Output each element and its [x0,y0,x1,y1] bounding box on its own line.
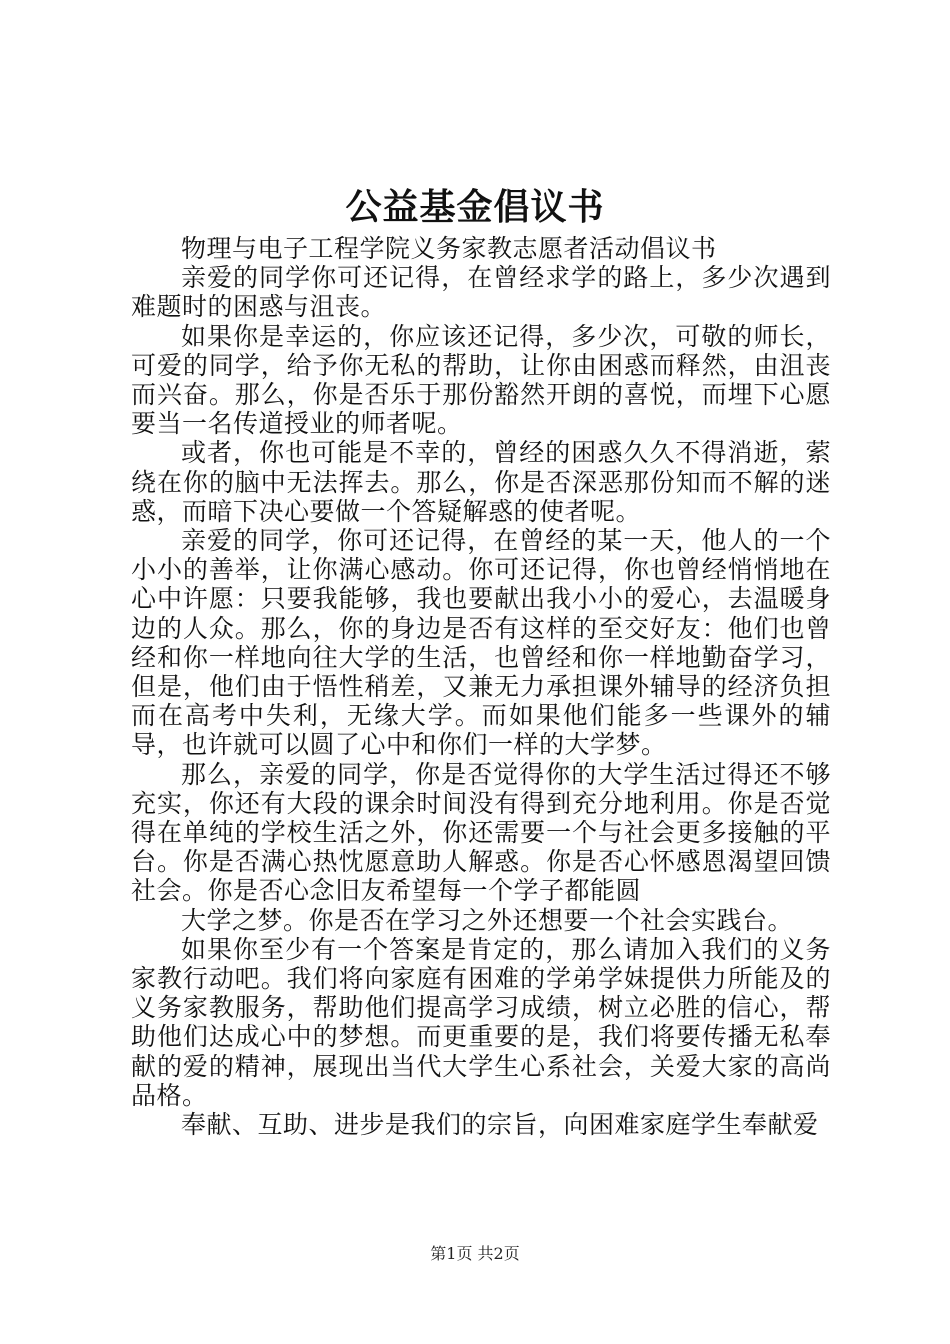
subtitle-paragraph: 物理与电子工程学院义务家教志愿者活动倡议书 [181,234,717,263]
body-paragraph: 如果你是幸运的，你应该还记得，多少次，可敬的师长，可爱的同学，给予你无私的帮助，让你由困惑而释然，由沮丧而兴奋。那么，你是否乐于那份豁然开朗的喜悦，而埋下心愿要当一名传道授业的师者呢。 [131,321,831,439]
body-paragraph: 如果你至少有一个答案是肯定的，那么请加入我们的义务家教行动吧。我们将向家庭有困难的学弟学妹提供力所能及的义务家教服务，帮助他们提高学习成绩，树立必胜的信心，帮助他们达成心中的梦想。而更重要的是，我们将要传播无私奉献的爱的精神，展现出当代大学生心系社会，关爱大家的高尚品格。 [131,934,831,1110]
body-paragraph: 大学之梦。你是否在学习之外还想要一个社会实践台。 [181,905,794,935]
body-paragraph: 奉献、互助、进步是我们的宗旨，向困难家庭学生奉献爱 [181,1110,819,1140]
document-title: 公益基金倡议书 [345,186,605,228]
body-paragraph: 那么，亲爱的同学，你是否觉得你的大学生活过得还不够充实，你还有大段的课余时间没有得到充分地利用。你是否觉得在单纯的学校生活之外，你还需要一个与社会更多接触的平台。你是否满心热忱愿意助人解惑。你是否心怀感恩渴望回馈社会。你是否心念旧友希望每一个学子都能圆 [131,759,831,906]
document-body [131,234,831,1139]
body-paragraph: 或者，你也可能是不幸的，曾经的困惑久久不得消逝，萦绕在你的脑中无法挥去。那么，你是否深恶那份知而不解的迷惑，而暗下决心要做一个答疑解惑的使者呢。 [131,438,831,526]
page-number-footer: 第1页 共2页 [430,1244,520,1263]
body-paragraph: 亲爱的同学，你可还记得，在曾经的某一天，他人的一个小小的善举，让你满心感动。你可还记得，你也曾经悄悄地在心中许愿：只要我能够，我也要献出我小小的爱心，去温暖身边的人众。那么，你的身边是否有这样的至交好友：他们也曾经和你一样地向往大学的生活，也曾经和你一样地勤奋学习，但是，他们由于悟性稍差，又兼无力承担课外辅导的经济负担而在高考中失利，无缘大学。而如果他们能多一些课外的辅导，也许就可以圆了心中和你们一样的大学梦。 [131,526,831,760]
body-paragraph: 亲爱的同学你可还记得，在曾经求学的路上，多少次遇到难题时的困惑与沮丧。 [131,263,831,322]
